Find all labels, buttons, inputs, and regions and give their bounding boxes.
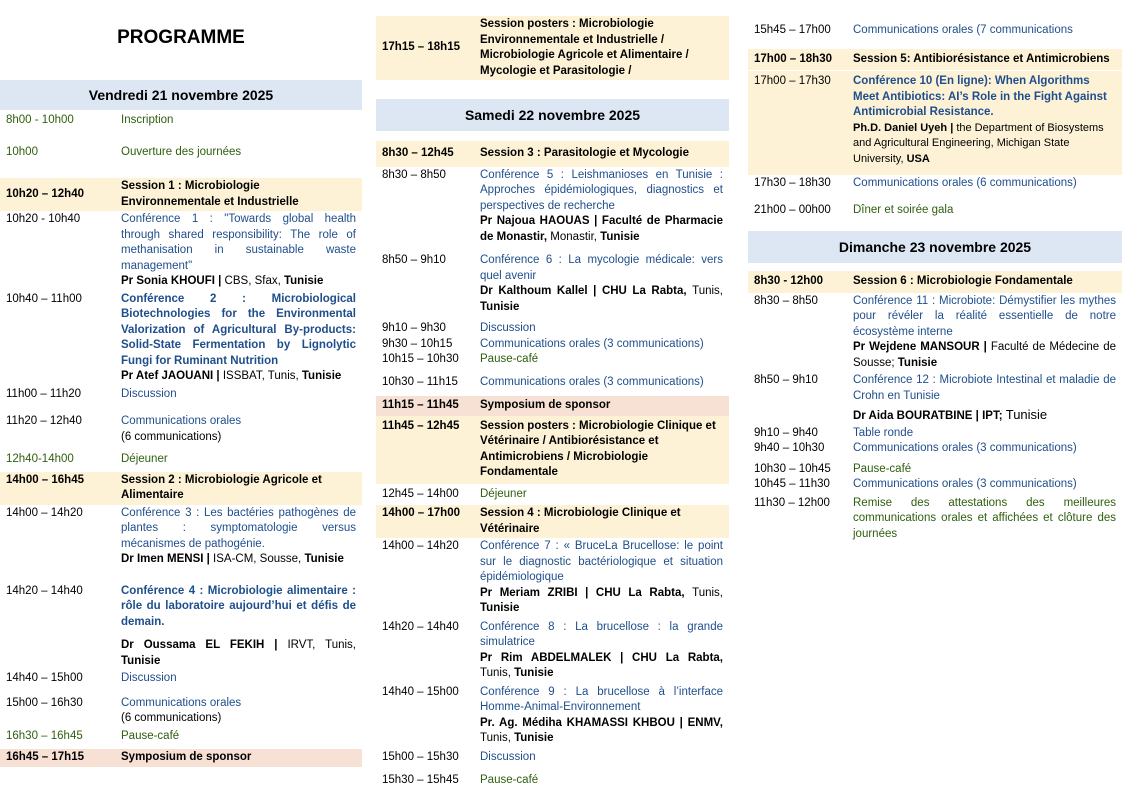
event-label: Communications orales: [121, 415, 242, 427]
schedule-row: [0, 144, 362, 162]
event-label: Symposium de sponsor: [121, 751, 252, 763]
time-slot: 11h30 – 12h00: [754, 496, 830, 509]
conference-title: Conférence 5 : Leishmanioses en Tunisie : Approches épidémiologiques, diagnostics et perspectives de recherche: [480, 168, 723, 212]
session-row: [0, 178, 362, 211]
time-slot: 11h45 – 12h45: [382, 419, 460, 432]
column-friday: [0, 0, 362, 793]
session-row: [376, 505, 729, 538]
session-row: [748, 49, 1122, 71]
session-title: Session 4 : Microbiologie Clinique et Vétérinaire: [480, 507, 681, 535]
time-slot: 10h45 – 11h30: [754, 478, 830, 490]
event-label: Remise des attestations des meilleures communications orales et affichées et clôture des journées: [853, 496, 1116, 540]
conference-row: [376, 619, 729, 683]
session-row: [748, 271, 1122, 293]
conference-row: [0, 211, 362, 291]
schedule-row: [748, 441, 1122, 457]
session-row: [376, 141, 729, 167]
session-row: [376, 16, 729, 80]
session-title: Session 2 : Microbiologie Agricole et Alimentaire: [121, 473, 322, 501]
time-slot: 14h00 – 14h20: [6, 506, 83, 519]
conference-row: [0, 583, 362, 671]
time-slot: 11h00 – 11h20: [6, 387, 82, 400]
day-header-saturday: Samedi 22 novembre 2025: [376, 99, 729, 131]
time-slot: 14h00 – 16h45: [6, 473, 85, 486]
time-slot: 9h10 – 9h40: [754, 426, 818, 439]
conference-title: Conférence 6 : La mycologie médicale: vers quel avenir: [480, 254, 723, 282]
speaker: Pr Atef JAOUANI | ISSBAT, Tunis, Tunisie: [121, 370, 342, 382]
time-slot: 10h30 – 11h15: [382, 375, 458, 388]
schedule-row: [376, 486, 729, 504]
speaker: Pr Meriam ZRIBI | CHU La Rabta, Tunis, Tunisie: [480, 586, 723, 614]
schedule-row: [0, 451, 362, 469]
time-slot: 10h40 – 11h00: [6, 292, 82, 305]
time-slot: 8h00 - 10h00: [6, 114, 74, 126]
time-slot: 11h15 – 11h45: [382, 399, 459, 411]
schedule-row: [376, 374, 729, 392]
event-label: Communications orales (3 communications): [480, 375, 704, 388]
speaker: Dr Imen MENSI | ISA-CM, Sousse, Tunisie: [121, 553, 344, 565]
conference-row: [748, 372, 1122, 426]
schedule-row: [748, 202, 1122, 220]
time-slot: 10h00: [6, 145, 38, 158]
time-slot: 10h20 – 12h40: [6, 187, 85, 200]
schedule-row: [748, 175, 1122, 193]
session-title: Session posters : Microbiologie Environnementale et Industrielle / Microbiologie Agricole et Alimentaire / Mycologie et Parasitologie /: [480, 18, 689, 77]
time-slot: 15h45 – 17h00: [754, 24, 831, 36]
session-row: [0, 472, 362, 505]
event-label: Symposium de sponsor: [480, 399, 611, 411]
schedule-row: [748, 22, 1122, 40]
conference-row: [376, 684, 729, 748]
event-label: Communications orales (3 communications): [853, 442, 1077, 454]
conference-title: Conférence 8 : La brucellose : la grande simulatrice: [480, 620, 723, 648]
time-slot: 8h30 - 12h00: [754, 275, 824, 287]
speaker: Pr Sonia KHOUFI | CBS, Sfax, Tunisie: [121, 275, 324, 287]
conference-title: Conférence 2 : Microbiological Biotechnologies for the Environmental Valorization of Agricultural By-products: Solid-State Fermentation by Lignolytic Fungi for Ruminant Nutrition: [121, 292, 356, 367]
time-slot: 17h00 – 17h30: [754, 75, 831, 87]
event-label: Ouverture des journées: [121, 145, 242, 158]
time-slot: 14h00 – 14h20: [382, 540, 459, 552]
event-label: Communications orales (3 communications): [480, 337, 704, 350]
day-header-friday: Vendredi 21 novembre 2025: [0, 80, 362, 110]
conference-row: [748, 71, 1122, 175]
schedule-row: [748, 426, 1122, 442]
schedule-row: [376, 749, 729, 767]
schedule-row: [0, 386, 362, 404]
speaker: Ph.D. Daniel Uyeh | the Department of Biosystems and Agricultural Engineering, Michigan State University, USA: [853, 121, 1104, 165]
time-slot: 8h30 – 8h50: [754, 294, 818, 307]
event-detail: (6 communications): [121, 430, 222, 443]
schedule-row: [0, 413, 362, 446]
schedule-row: [376, 337, 729, 353]
time-slot: 8h30 – 12h45: [382, 147, 454, 159]
schedule-row: [0, 112, 362, 130]
day-header-sunday: Dimanche 23 novembre 2025: [748, 231, 1122, 263]
conference-row: [376, 538, 729, 618]
time-slot: 15h00 – 15h30: [382, 750, 459, 763]
time-slot: 8h30 – 8h50: [382, 168, 446, 181]
event-label: Dîner et soirée gala: [853, 203, 954, 216]
time-slot: 10h30 – 10h45: [754, 462, 831, 475]
conference-title: Conférence 1 : "Towards global health through shared responsibility: The role of methanisation in sustainable waste management": [121, 213, 356, 272]
event-label: Discussion: [480, 750, 536, 763]
time-slot: 9h30 – 10h15: [382, 337, 453, 350]
time-slot: 9h40 – 10h30: [754, 442, 825, 454]
column-saturday: [376, 0, 729, 793]
time-slot: 14h40 – 15h00: [6, 672, 83, 684]
event-label: Discussion: [480, 322, 536, 334]
schedule-row: [376, 352, 729, 368]
speaker: Dr Oussama EL FEKIH | IRVT, Tunis, Tunisie: [121, 639, 356, 667]
time-slot: 16h45 – 17h15: [6, 751, 85, 763]
sponsor-row: [376, 396, 729, 416]
event-label: Déjeuner: [480, 487, 527, 500]
session-title: Session 3 : Parasitologie et Mycologie: [480, 147, 689, 159]
event-label: Inscription: [121, 114, 174, 126]
event-detail: (6 communications): [121, 712, 222, 724]
time-slot: 15h00 – 16h30: [6, 696, 83, 709]
time-slot: 10h20 - 10h40: [6, 213, 81, 225]
time-slot: 10h15 – 10h30: [382, 353, 459, 365]
event-label: Pause-café: [480, 353, 539, 365]
event-label: Pause-café: [480, 774, 539, 786]
conference-row: [748, 293, 1122, 373]
time-slot: 12h40-14h00: [6, 453, 74, 465]
schedule-row: [748, 462, 1122, 478]
schedule-row: [0, 728, 362, 746]
time-slot: 11h20 – 12h40: [6, 415, 82, 427]
session-row: [376, 416, 729, 484]
speaker: Pr Wejdene MANSOUR | Faculté de Médecine de Sousse; Tunisie: [853, 341, 1116, 369]
time-slot: 14h40 – 15h00: [382, 685, 459, 698]
speaker: Dr Aida BOURATBINE | IPT; Tunisie: [853, 407, 1048, 422]
schedule-row: [748, 495, 1122, 544]
event-label: Pause-café: [121, 729, 180, 742]
event-label: Communications orales (3 communications): [853, 478, 1077, 490]
speaker: Pr Rim ABDELMALEK | CHU La Rabta, Tunis, Tunisie: [480, 651, 723, 679]
conference-row: [0, 291, 362, 386]
time-slot: 14h00 – 17h00: [382, 507, 461, 519]
event-label: Communications orales (6 communications): [853, 177, 1077, 189]
time-slot: 16h30 – 16h45: [6, 729, 83, 742]
conference-row: [376, 167, 729, 247]
time-slot: 14h20 – 14h40: [6, 584, 83, 597]
event-label: Déjeuner: [121, 453, 168, 465]
speaker: Dr Kalthoum Kallel | CHU La Rabta, Tunis, Tunisie: [480, 285, 723, 313]
event-label: Table ronde: [853, 426, 914, 439]
speaker: Pr Najoua HAOUAS | Faculté de Pharmacie de Monastir, Monastir, Tunisie: [480, 215, 723, 243]
conference-row: [376, 252, 729, 316]
conference-title: Conférence 7 : « BruceLa Brucellose: le point sur le diagnostic bactériologique et situation épidémiologique: [480, 540, 723, 583]
session-title: Session 5: Antibiorésistance et Antimicrobiens: [853, 52, 1110, 65]
schedule-row: [376, 321, 729, 337]
time-slot: 8h50 – 9h10: [754, 374, 818, 386]
time-slot: 14h20 – 14h40: [382, 620, 459, 633]
conference-title: Conférence 12 : Microbiote Intestinal et maladie de Crohn en Tunisie: [853, 374, 1116, 402]
session-title: Session posters : Microbiologie Clinique et Vétérinaire / Antibiorésistance et Antimicrobiens / Microbiologie Fondamentale: [480, 419, 716, 478]
schedule-row: [376, 772, 729, 790]
time-slot: 9h10 – 9h30: [382, 322, 446, 334]
time-slot: 17h30 – 18h30: [754, 177, 831, 189]
time-slot: 8h50 – 9h10: [382, 254, 446, 266]
conference-title: Conférence 9 : La brucellose à l’interface Homme-Animal-Environnement: [480, 685, 723, 713]
conference-title: Conférence 10 (En ligne): When Algorithms Meet Antibiotics: AI’s Role in the Fight Against Antimicrobial Resistance.: [853, 75, 1107, 118]
conference-title: Conférence 3 : Les bactéries pathogènes de plantes : symptomatologie versus mécanismes de pathogénie.: [121, 506, 356, 550]
speaker: Pr. Ag. Médiha KHAMASSI KHBOU | ENMV, Tunis, Tunisie: [480, 716, 723, 744]
schedule-row: [748, 477, 1122, 493]
event-label: Discussion: [121, 387, 177, 400]
time-slot: 12h45 – 14h00: [382, 487, 459, 500]
conference-title: Conférence 4 : Microbiologie alimentaire : rôle du laboratoire aujourd’hui et défis de demain.: [121, 584, 356, 628]
column-saturday-sunday: [748, 0, 1122, 793]
time-slot: 17h00 – 18h30: [754, 52, 833, 65]
event-label: Discussion: [121, 672, 177, 684]
event-label: Pause-café: [853, 462, 912, 475]
event-label: Communications orales (7 communications: [853, 24, 1073, 36]
session-title: Session 6 : Microbiologie Fondamentale: [853, 275, 1073, 287]
sponsor-row: [0, 749, 362, 767]
time-slot: 21h00 – 00h00: [754, 203, 831, 216]
schedule-row: [0, 670, 362, 688]
event-label: Communications orales: [121, 696, 242, 709]
page-title: PROGRAMME: [117, 27, 245, 48]
time-slot: 17h15 – 18h15: [382, 41, 461, 54]
conference-row: [0, 505, 362, 569]
time-slot: 15h30 – 15h45: [382, 774, 459, 786]
schedule-row: [0, 695, 362, 728]
session-title: Session 1 : Microbiologie Environnementale et Industrielle: [121, 180, 299, 208]
conference-title: Conférence 11 : Microbiote: Démystifier les mythes pour révéler la réalité essentielle de notre écosystème interne: [853, 294, 1116, 338]
